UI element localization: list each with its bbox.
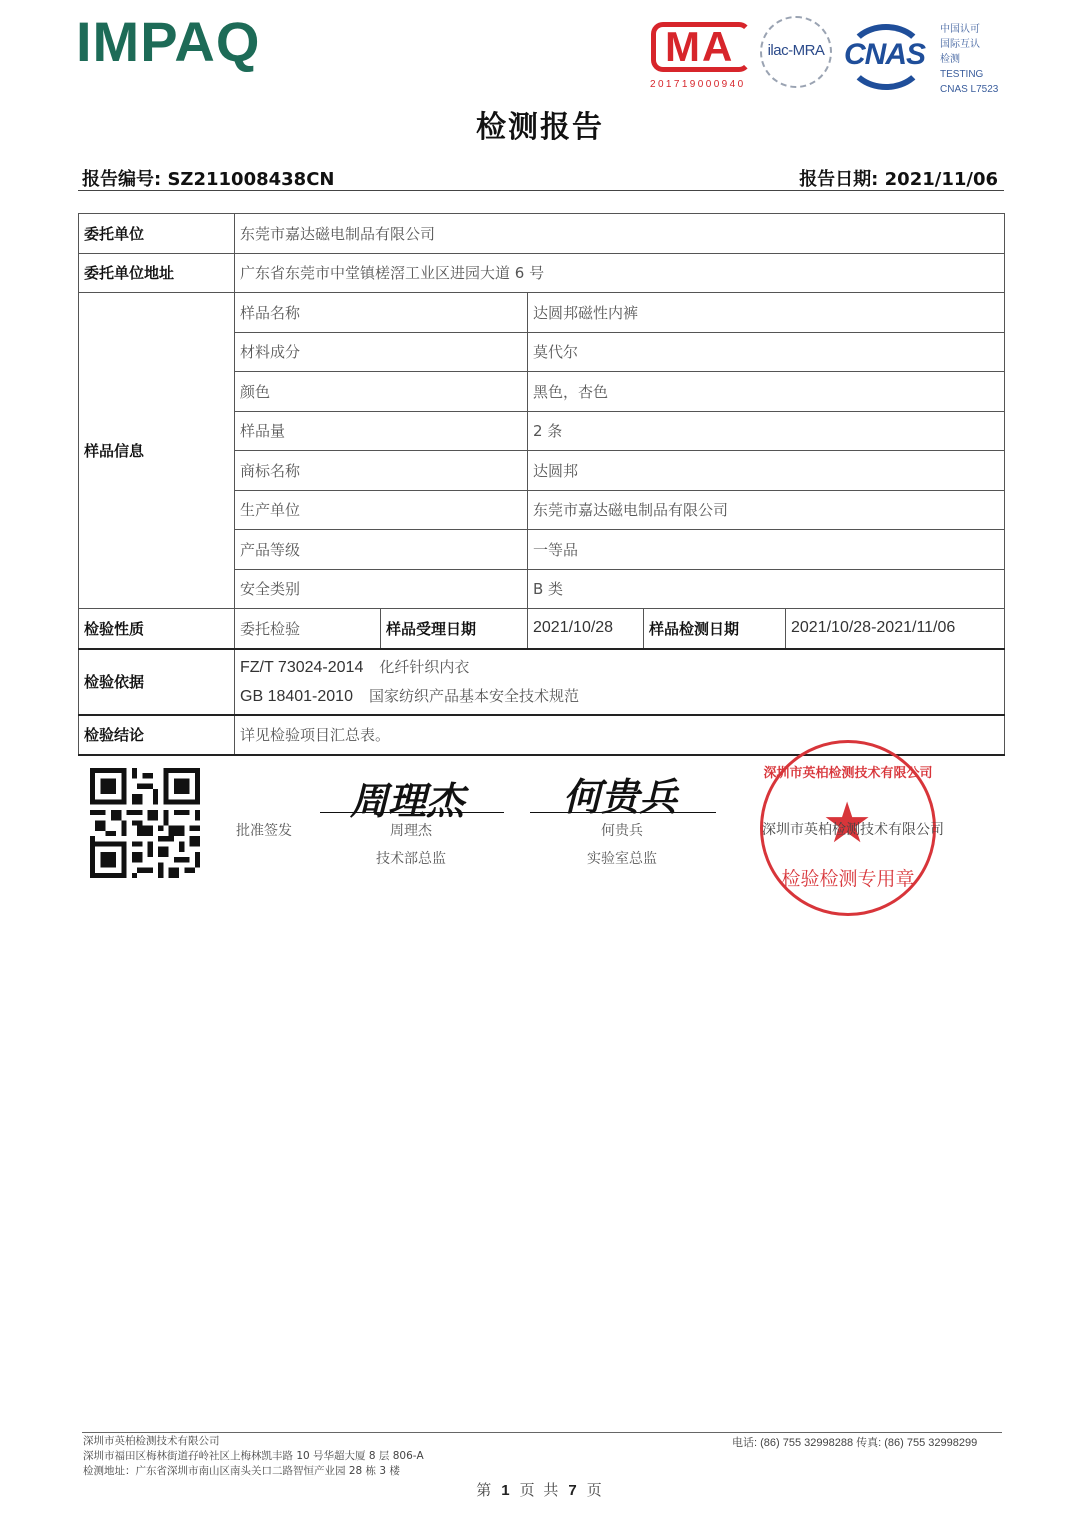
report-info-table [78,213,1005,756]
standard-name: 化纤针织内衣 [379,657,470,676]
sample-field-label: 商标名称 [235,451,528,491]
sample-field-value: B 类 [528,569,1005,609]
client-value: 东莞市嘉达磁电制品有限公司 [235,214,1005,254]
sample-field-value: 2 条 [528,411,1005,451]
client-address-value: 广东省东莞市中堂镇槎滘工业区进园大道 6 号 [235,253,1005,293]
received-date-label: 样品受理日期 [381,609,528,649]
current-page: 1 [501,1482,512,1499]
tested-date-label: 样品检测日期 [644,609,786,649]
sample-field-value: 莫代尔 [528,332,1005,372]
signer-name: 周理杰 [390,823,432,839]
basis-label: 检验依据 [79,649,235,715]
received-date-value: 2021/10/28 [528,609,644,649]
cnas-line: 中国认可 [940,24,980,35]
qr-code-icon [90,768,200,878]
tested-date-value: 2021/10/28-2021/11/06 [786,609,1005,649]
cma-text: MA [665,23,735,70]
page-mid: 页 共 [519,1481,561,1499]
cnas-side-text [940,22,998,97]
sample-field-value: 达圆邦 [528,451,1005,491]
signature-zhou: 周理杰 [350,778,465,823]
sample-field-label: 安全类别 [235,569,528,609]
conclusion-label: 检验结论 [79,715,235,756]
client-address-label: 委托单位地址 [79,253,235,293]
company-overlay-text: 深圳市英柏检测技术有限公司 [762,822,944,838]
sample-field-value: 东莞市嘉达磁电制品有限公司 [528,490,1005,530]
page-suffix: 页 [586,1481,604,1499]
basis-item [240,653,999,682]
footer-divider [82,1432,1002,1433]
basis-item [240,682,999,711]
report-date: 2021/11/06 [884,169,998,190]
signature-line [320,812,504,813]
table-row-inspection-type [79,609,1005,649]
conclusion-value: 详见检验项目汇总表。 [235,715,1005,756]
sample-field-label: 生产单位 [235,490,528,530]
page-prefix: 第 [476,1481,494,1499]
ilac-mra-text: ilac-MRA [767,42,825,59]
page-number [0,1479,1080,1500]
footer-contact: 电话: (86) 755 32998288 传真: (86) 755 32998299 [732,1437,978,1449]
sample-field-label: 材料成分 [235,332,528,372]
sample-field-label: 样品名称 [235,293,528,333]
basis-value [235,649,1005,715]
standard-name: 国家纺织产品基本安全技术规范 [368,686,579,705]
standard-code: FZ/T 73024-2014 [240,658,364,676]
sample-info-label: 样品信息 [79,293,235,609]
report-meta [82,165,998,191]
cnas-line: 国际互认 [940,39,980,50]
signature-line [530,812,716,813]
client-label: 委托单位 [79,214,235,254]
report-date-group [799,165,998,191]
seal-star-icon: ★ [822,791,873,856]
total-pages: 7 [568,1482,579,1499]
inspection-type-value: 委托检验 [235,609,381,649]
standard-code: GB 18401-2010 [240,687,353,705]
signature-he: 何贵兵 [563,774,678,819]
sample-field-value: 黑色，杏色 [528,372,1005,412]
cnas-line: TESTING [940,69,984,80]
footer-test-address: 检测地址：广东省深圳市南山区南头关口二路智恒产业园 28 栋 3 楼 [83,1465,400,1477]
footer-address: 深圳市福田区梅林街道孖岭社区上梅林凯丰路 10 号华超大厦 8 层 806-A [83,1450,424,1462]
signer-title: 技术部总监 [376,851,446,867]
cnas-line: CNAS L7523 [940,84,999,95]
impaq-logo-text: IMPAQ [76,10,261,73]
cnas-text: CNAS [844,38,926,71]
sample-field-label: 颜色 [235,372,528,412]
signer-title: 实验室总监 [587,851,657,867]
divider [78,190,1004,191]
table-row-client-address [79,253,1005,293]
cnas-line: 检测 [940,54,960,65]
sample-field-label: 产品等级 [235,530,528,570]
table-row-sample [79,293,1005,333]
seal-bottom-text: 检验检测专用章 [781,868,915,890]
document-title: 检测报告 [476,110,604,145]
table-row-client [79,214,1005,254]
sample-field-value: 一等品 [528,530,1005,570]
report-number: SZ211008438CN [167,169,335,190]
inspection-type-label: 检验性质 [79,609,235,649]
footer-company-info [83,1434,424,1479]
report-number-label: 报告编号: [82,169,168,190]
footer-company: 深圳市英柏检测技术有限公司 [83,1435,220,1447]
approve-label: 批准签发 [236,823,292,839]
seal-top-text: 深圳市英柏检测技术有限公司 [763,766,933,781]
table-row-basis [79,649,1005,715]
impaq-logo [76,10,261,73]
signer-name: 何贵兵 [601,823,643,839]
cma-number: 201719000940 [650,79,746,90]
sample-field-label: 样品量 [235,411,528,451]
sample-field-value: 达圆邦磁性内裤 [528,293,1005,333]
report-date-label: 报告日期: [799,169,885,190]
